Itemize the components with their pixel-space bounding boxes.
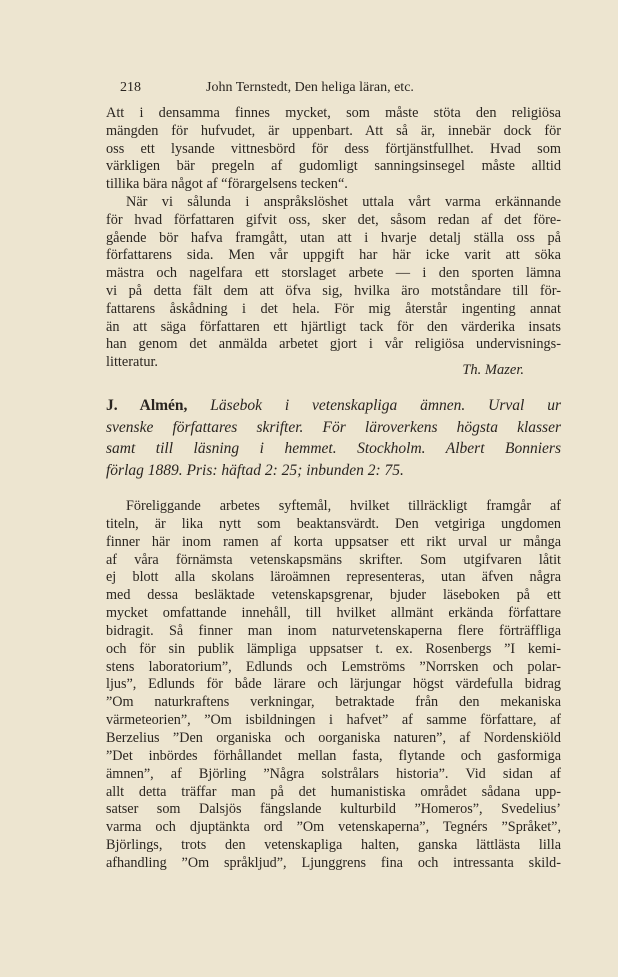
- book-citation: svenske författares skrifter. För läroverkens högsta klasser: [106, 418, 561, 436]
- text-line: Björlings, trots den vetenskapliga halten, ganska lättlästa lilla: [106, 837, 561, 854]
- text-line: När vi sålunda i anspråkslöshet uttala vårt varma erkännande: [126, 193, 561, 210]
- reviewer-signature: Th. Mazer.: [462, 362, 524, 378]
- text-line: än att säga författaren ett hjärtligt tack för den värderika insats: [106, 318, 561, 335]
- text-line: och för sin publik lämpliga uppsatser t. ex. Rosenbergs ”I kemi-: [106, 640, 561, 657]
- text-line: Att i densamma finnes mycket, som måste stöta den religiösa: [106, 105, 561, 121]
- text-line: bidragit. Så finner man inom naturvetenskaperna flere förträffliga: [106, 622, 561, 639]
- text-line: för hvad författaren gifvit oss, sker det, såsom redan af det före-: [106, 211, 561, 228]
- text-line: varma och djuptänkta ord ”Om vetenskaperna”, Tegnérs ”Språket”,: [106, 819, 561, 836]
- running-title: John Ternstedt, Den heliga läran, etc.: [206, 80, 414, 95]
- review-body: [106, 498, 561, 873]
- text-line: mängden för hufvudet, är uppenbart. Att så är, innebär dock för: [106, 122, 561, 139]
- text-line: gående bör hafva framgått, utan att i hvarje detalj ställa oss på: [106, 229, 561, 246]
- text-line: ej blott alla skolans läroämnen representeras, utan äfven några: [106, 569, 561, 586]
- heading-line: [106, 460, 561, 482]
- paragraph: [106, 194, 561, 372]
- review-heading: [106, 395, 561, 481]
- text-line: af våra förnämsta vetenskapsmäns skrifter. Som utgifvaren låtit: [106, 551, 561, 568]
- text-line: ”Det inbördes förhållandet mellan fasta, flytande och gasformiga: [106, 747, 561, 764]
- text-line: titeln, är lika nytt som beaktansvärdt. Den vetgiriga ungdomen: [106, 515, 561, 532]
- page-number: 218: [120, 80, 141, 95]
- text-line: oss ett lysande vittnesbörd för dess förtjänstfullhet. Hvad som: [106, 140, 561, 157]
- text-line: vi på detta fält dem att öfva sig, hvilka äro motståndare till för-: [106, 282, 561, 299]
- heading-line: [106, 395, 561, 417]
- heading-line: [106, 417, 561, 439]
- text-line: värmeteorien”, ”Om isbildningen i hafvet” af samme författare, af: [106, 712, 561, 729]
- text-line: finner här inom ramen af korta uppsatser ett rikt urval ur många: [106, 533, 561, 550]
- paragraph: [106, 105, 561, 194]
- text-line: ämnen”, af Björling ”Några solstrålars historia”. Vid sidan af: [106, 765, 561, 782]
- text-line: Föreliggande arbetes syftemål, hvilket tillräckligt framgår af: [126, 498, 561, 514]
- text-line: afhandling ”Om språkljud”, Ljunggrens fina och intressanta skild-: [106, 854, 561, 871]
- author-name: J. Almén,: [106, 397, 188, 414]
- heading-line: [106, 438, 561, 460]
- text-line: ljus”, Edlunds för både lärare och lärjungar högst värdefulla bidrag: [106, 676, 561, 693]
- text-line: allt detta träffar man på det humanistiska området sådana upp-: [106, 783, 561, 800]
- text-line: stens laboratorium”, Edlunds och Lemströms ”Norrsken och polar-: [106, 658, 561, 675]
- text-line: Berzelius ”Den organiska och oorganiska naturen”, af Nordenskiöld: [106, 729, 561, 746]
- text-line: litteratur.: [106, 354, 159, 371]
- text-line: satser som Dalsjös fängslande kulturbild ”Homeros”, Svedelius’: [106, 801, 561, 818]
- text-line: värkligen bär pregeln af gudomligt sanningsinsegel måste alltid: [106, 158, 561, 175]
- text-line: mästra och nagelfara ett storslaget arbete — i den sporten lämna: [106, 265, 561, 282]
- review-continuation: [106, 105, 561, 372]
- text-line: han genom det anmälda arbetet gjort i vår religiösa undervisnings-: [106, 336, 561, 353]
- text-line: tillika bära något af “förargelsens tecken“.: [106, 176, 348, 193]
- text-line: ”Om naturkraftens verkningar, betraktade från den mekaniska: [106, 694, 561, 711]
- book-citation: förlag 1889. Pris: häftad 2: 25; inbunden 2: 75.: [106, 461, 404, 479]
- text-line: med dessa besläktade vetenskapsgrenar, bjuder läseboken på ett: [106, 587, 561, 604]
- text-line: författarens sida. Men vår uppgift har här icke varit att söka: [106, 247, 561, 264]
- text-line: fattarens åskådning i det hela. För mig återstår ingenting annat: [106, 300, 561, 317]
- book-citation: samt till läsning i hemmet. Stockholm. Albert Bonniers: [106, 440, 561, 457]
- book-citation: Läsebok i vetenskapliga ämnen. Urval ur: [187, 397, 561, 414]
- text-line: mycket omfattande innehåll, till hvilket allmänt erkända författare: [106, 605, 561, 622]
